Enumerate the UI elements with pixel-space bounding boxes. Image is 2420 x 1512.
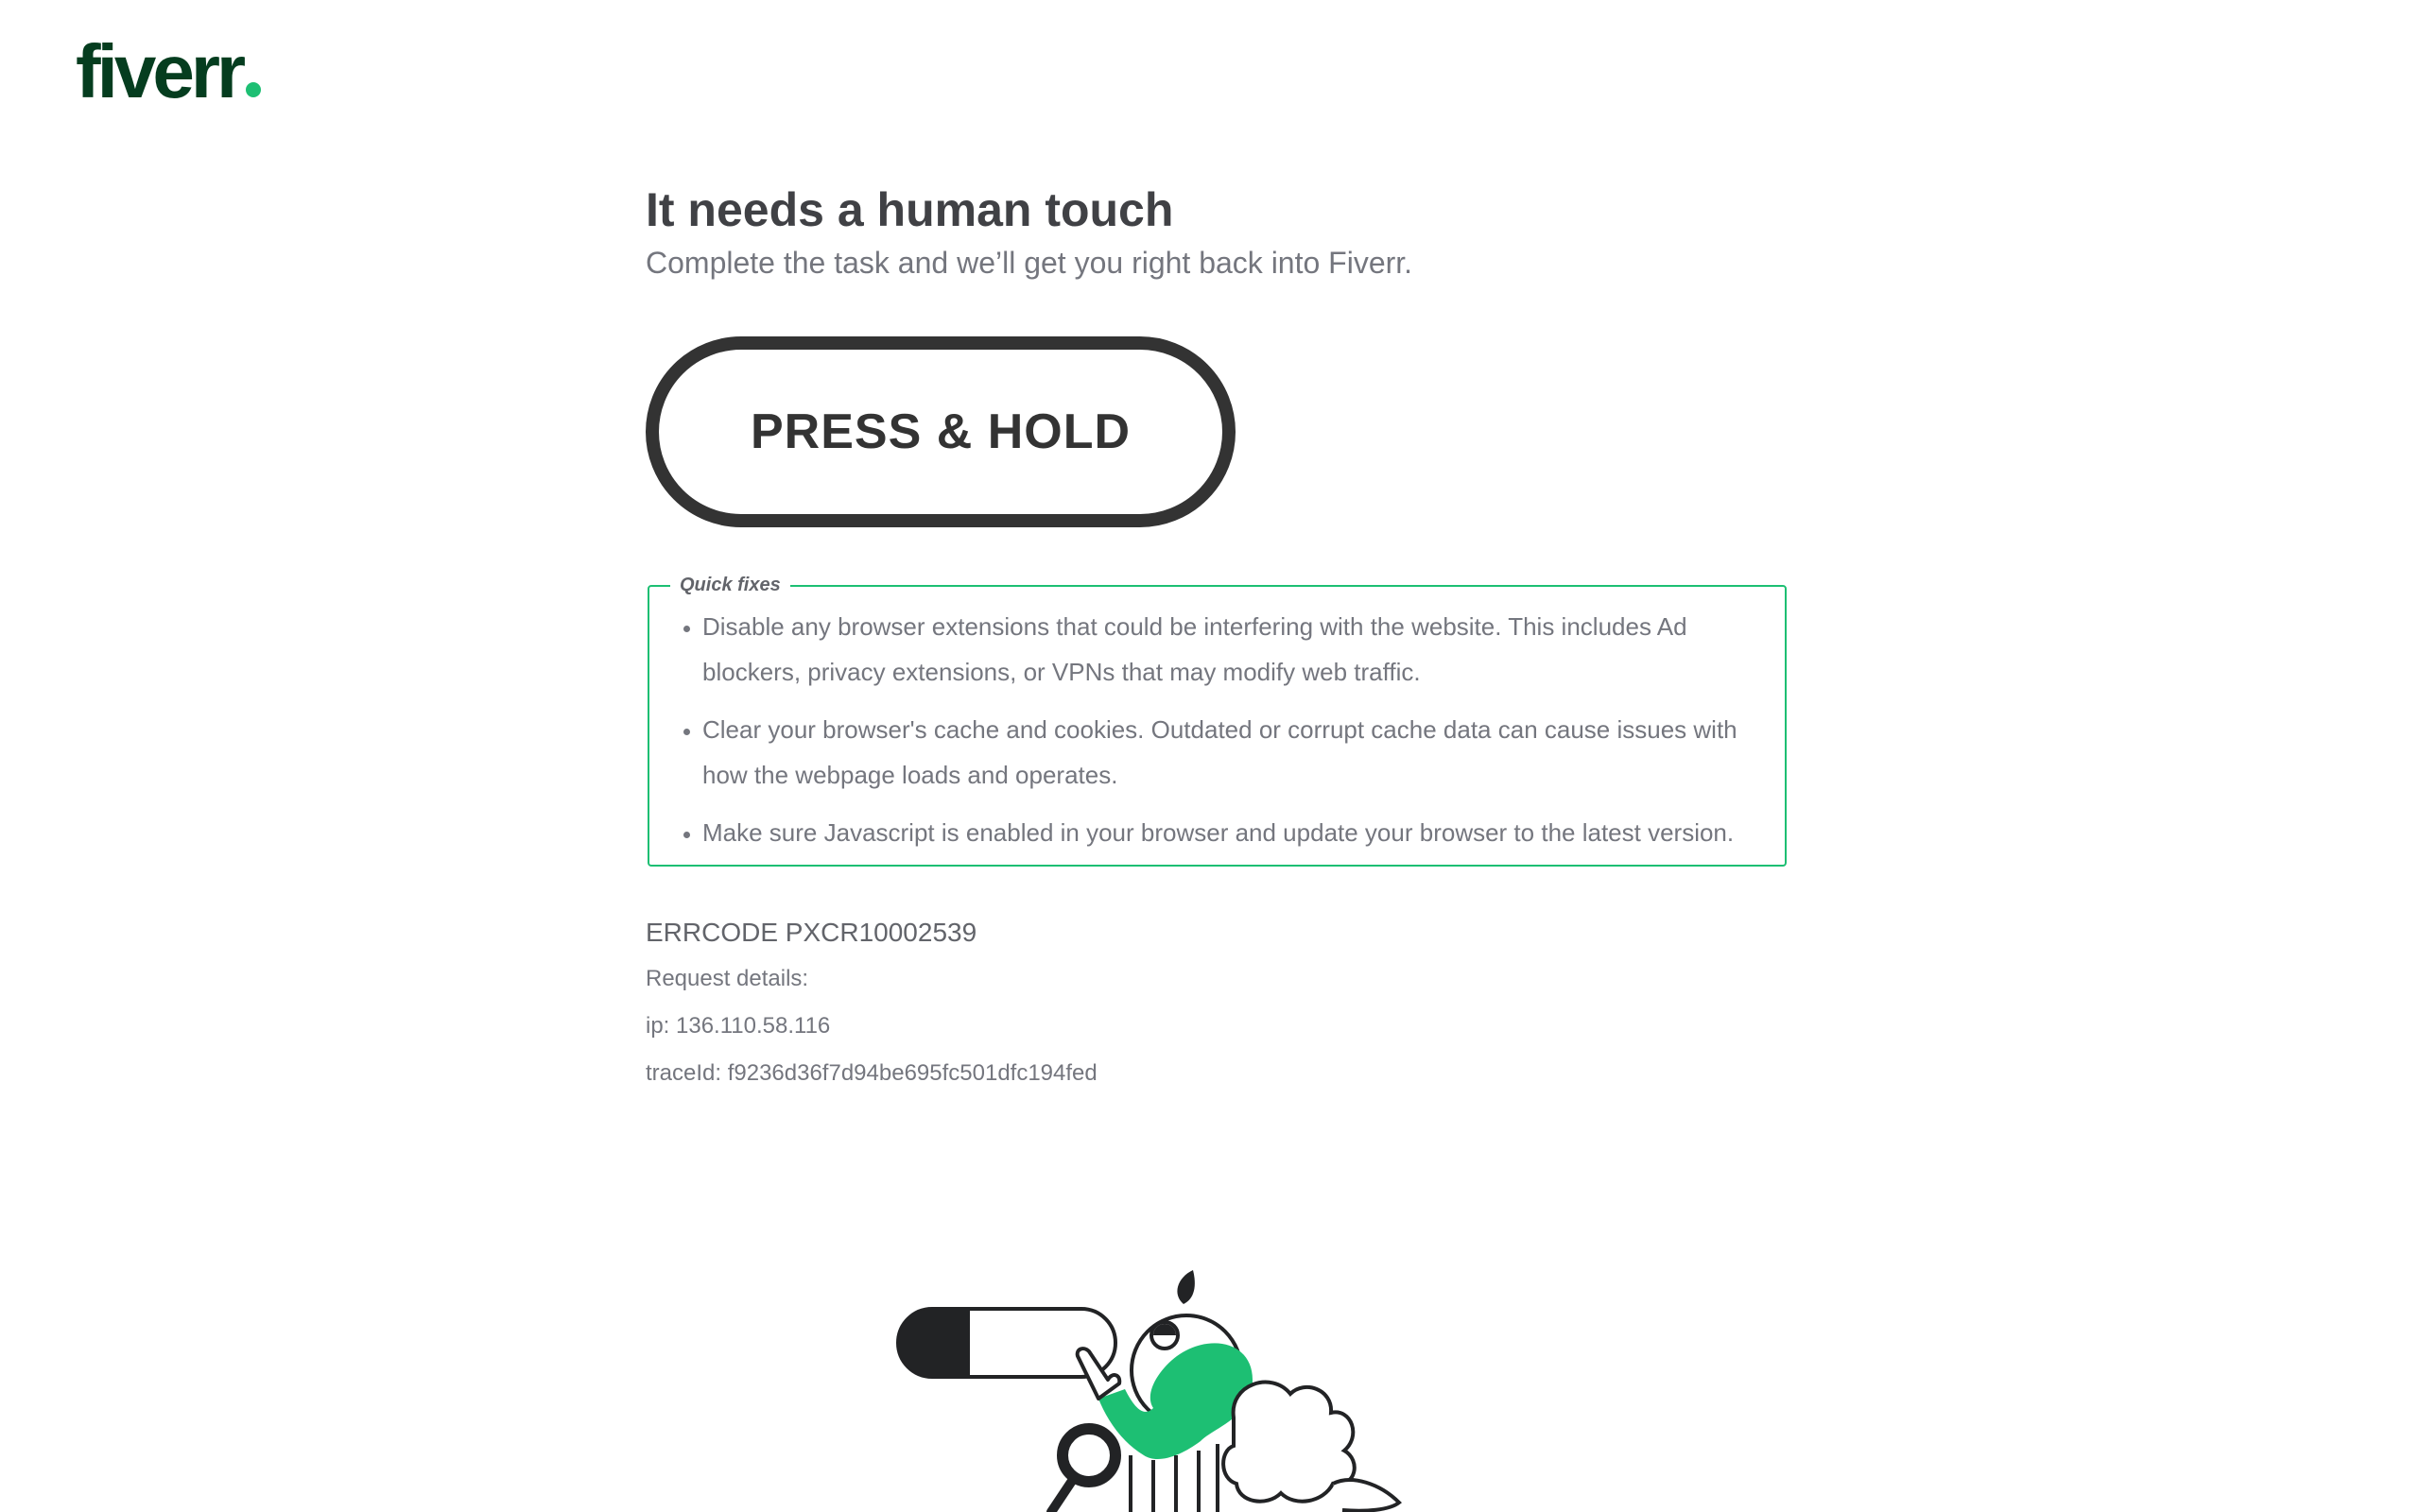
request-details-heading: Request details: (646, 966, 809, 991)
quick-fixes-box (648, 575, 1787, 867)
main-content (646, 180, 1785, 1097)
logo-dot-icon (246, 82, 261, 97)
logo-text: fiverr (76, 29, 243, 113)
quick-fixes-legend: Quick fixes (680, 575, 781, 595)
list-item: • Make sure Javascript is enabled in your browser and update your browser to the latest version. (702, 810, 1747, 855)
error-code: ERRCODE PXCR10002539 (646, 918, 977, 947)
request-trace-id: traceId: f9236d36f7d94be695fc501dfc194fed (646, 1060, 1098, 1086)
quick-fixes-list (649, 604, 1747, 855)
fiverr-logo[interactable] (76, 29, 261, 113)
press-and-hold-button[interactable] (646, 336, 1236, 527)
person-pressing-button-illustration (889, 1266, 1418, 1512)
page-title: It needs a human touch (646, 183, 1174, 236)
list-item: • Clear your browser's cache and cookies. Outdated or corrupt cache data can cause issues with how the webpage loads and operates. (702, 707, 1747, 798)
request-ip: ip: 136.110.58.116 (646, 1013, 831, 1039)
page-subtitle: Complete the task and we’ll get you right back into Fiverr. (646, 246, 1413, 280)
press-and-hold-label: PRESS & HOLD (750, 404, 1132, 459)
list-item: • Disable any browser extensions that could be interfering with the website. This includes Ad blockers, privacy extensions, or VPNs that may modify web traffic. (702, 604, 1747, 695)
